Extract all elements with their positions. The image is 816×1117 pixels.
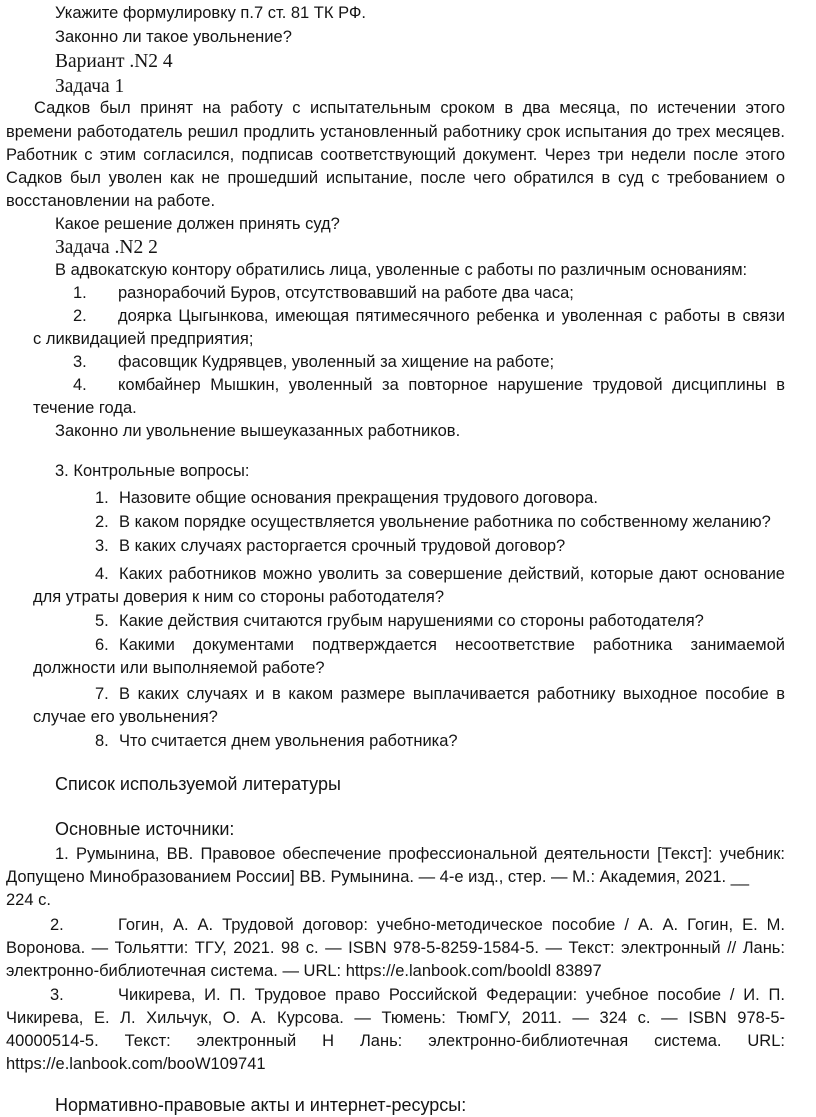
control-q1: Назовите общие основания прекращения трудового договора. bbox=[119, 489, 598, 507]
task2-item-3: фасовщик Кудрявцев, уволенный за хищение на работе; bbox=[118, 353, 555, 371]
control-q7-number: 7. bbox=[95, 685, 109, 703]
task2-intro: В адвокатскую контору обратились лица, уволенные с работы по различным основаниям: bbox=[55, 261, 748, 279]
task2-item-4-cont: течение года. bbox=[33, 399, 137, 417]
task2-item-1: разнорабочий Буров, отсутствовавший на работе два часа; bbox=[118, 284, 574, 302]
control-q6-number: 6. bbox=[95, 636, 109, 654]
intro-line-2: Законно ли такое увольнение? bbox=[55, 28, 292, 46]
control-q1-number: 1. bbox=[95, 489, 109, 507]
variant-heading: Вариант .N2 4 bbox=[55, 51, 173, 72]
task2-question: Законно ли увольнение вышеуказанных работников. bbox=[55, 422, 461, 440]
source-3-number: 3. bbox=[50, 986, 64, 1004]
source-1-line-3: 224 с. bbox=[6, 891, 51, 909]
task2-item-1-number: 1. bbox=[73, 284, 87, 302]
control-q7-cont: случае его увольнения? bbox=[33, 708, 218, 726]
task2-item-2-number: 2. bbox=[73, 307, 87, 325]
control-q8: Что считается днем увольнения работника? bbox=[119, 732, 458, 750]
source-2-number: 2. bbox=[50, 916, 64, 934]
control-q8-number: 8. bbox=[95, 732, 109, 750]
task1-line-1: Садков был принят на работу с испытательным сроком в два месяца, по истечении этого bbox=[34, 99, 785, 117]
control-q2: В каком порядке осуществляется увольнение работника по собственному желанию? bbox=[119, 513, 771, 531]
control-q5-number: 5. bbox=[95, 612, 109, 630]
task2-item-2-cont: с ликвидацией предприятия; bbox=[33, 330, 254, 348]
control-q5: Какие действия считаются грубым нарушениями со стороны работодателя? bbox=[119, 612, 704, 630]
task2-title: Задача .N2 2 bbox=[55, 237, 158, 258]
control-title: 3. Контрольные вопросы: bbox=[55, 462, 250, 480]
control-q6-cont: должности или выполняемой работе? bbox=[33, 659, 325, 677]
source-2-line-2: Воронова. — Тольятти: ТГУ, 2021. 98 с. — ISBN 978-5-8259-1584-5. — Текст: электронный // Лань: bbox=[6, 939, 785, 957]
control-q7: В каких случаях и в каком размере выплачивается работнику выходное пособие в bbox=[119, 685, 785, 703]
control-q4-cont: для утраты доверия к ним со стороны работодателя? bbox=[33, 588, 444, 606]
source-3-line-2: Чикирева, Е. Л. Хильчук, О. А. Курсова. — Тюмень: ТюмГУ, 2011. — 324 с. — ISBN 978-5- bbox=[6, 1009, 785, 1027]
control-q4: Каких работников можно уволить за совершение действий, которые дают основание bbox=[119, 565, 785, 583]
task1-line-3: Работник с этим согласился, подписав соответствующий документ. Через три недели после этого bbox=[6, 146, 785, 164]
task1-line-4: Садков был уволен как не прошедший испытание, после чего обратился в суд с требованием о bbox=[6, 169, 785, 187]
task2-item-4-number: 4. bbox=[73, 376, 87, 394]
source-3-line-1: Чикирева, И. П. Трудовое право Российской Федерации: учебное пособие / И. П. bbox=[118, 986, 785, 1004]
normative-title: Нормативно-правовые акты и интернет-ресурсы: bbox=[55, 1095, 467, 1115]
intro-line-1: Укажите формулировку п.7 ст. 81 ТК РФ. bbox=[55, 4, 367, 22]
control-q2-number: 2. bbox=[95, 513, 109, 531]
source-3-line-4: https://e.lanbook.com/booW109741 bbox=[6, 1055, 266, 1073]
source-1-line-2: Допущено Минобразованием России] ВВ. Румынина. — 4-е изд., стер. — М.: Академия, 2021. __ bbox=[6, 868, 750, 886]
source-1-number: 1. bbox=[55, 845, 69, 863]
control-q6: Какими документами подтверждается несоответствие работника занимаемой bbox=[119, 636, 785, 654]
task1-line-2: времени работодатель решил продлить установленный работнику срок испытания до трех месяцев. bbox=[6, 123, 785, 141]
task1-title: Задача 1 bbox=[55, 76, 125, 97]
control-q3-number: 3. bbox=[95, 537, 109, 555]
task2-item-2: доярка Цыгынкова, имеющая пятимесячного ребенка и уволенная с работы в связи bbox=[118, 307, 785, 325]
source-3-line-3: 40000514-5. Текст: электронный Н Лань: электронно-библиотечная система. URL: bbox=[6, 1032, 785, 1050]
main-sources-title: Основные источники: bbox=[55, 819, 235, 839]
source-2-line-1: Гогин, А. А. Трудовой договор: учебно-методическое пособие / А. А. Гогин, Е. М. bbox=[118, 916, 785, 934]
task2-item-3-number: 3. bbox=[73, 353, 87, 371]
task1-question: Какое решение должен принять суд? bbox=[55, 215, 340, 233]
control-q4-number: 4. bbox=[95, 565, 109, 583]
literature-title: Список используемой литературы bbox=[55, 774, 341, 794]
control-q3: В каких случаях расторгается срочный трудовой договор? bbox=[119, 537, 566, 555]
source-2-line-3: электронно-библиотечная система. — URL: https://e.lanbook.com/booldl 83897 bbox=[6, 962, 602, 980]
task1-line-5: восстановлении на работе. bbox=[6, 192, 216, 210]
source-1-line-1: Румынина, ВВ. Правовое обеспечение профессиональной деятельности [Текст]: учебник: bbox=[76, 845, 785, 863]
task2-item-4: комбайнер Мышкин, уволенный за повторное нарушение трудовой дисциплины в bbox=[118, 376, 785, 394]
